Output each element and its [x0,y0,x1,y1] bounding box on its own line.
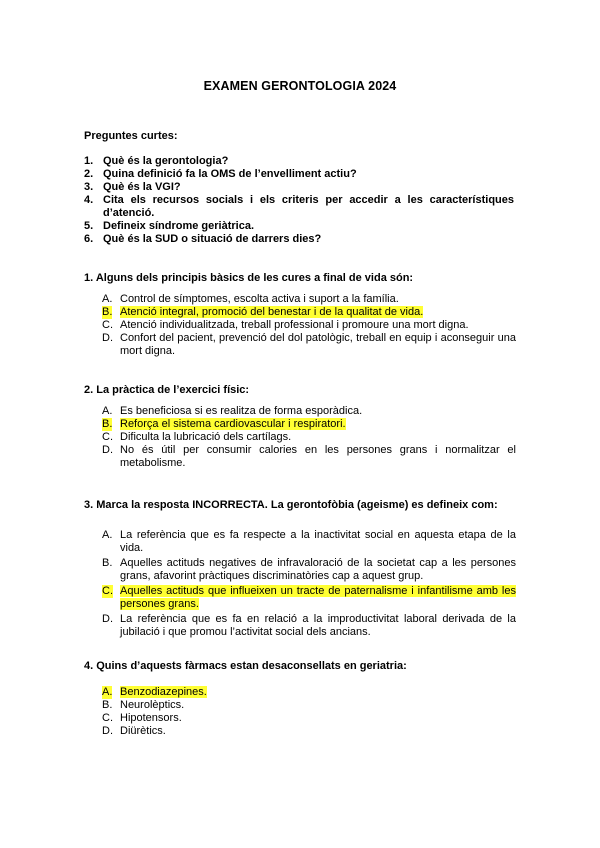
short-question-item: 6. Què és la SUD o situació de darrers dies? [84,233,322,245]
short-question-item: 3. Què és la VGI? [84,181,181,193]
option-d: D. Diürètics. [102,725,166,737]
option-d: D. La referència que es fa en relació a la improductivitat laboral derivada de la jubilació i que promou l’activitat social dels ancians. [102,613,516,638]
options-list [102,529,516,639]
question-4 [84,660,516,738]
option-c: C. Hipotensors. [102,712,182,724]
question-title: 4. Quins d’aquests fàrmacs estan desaconsellats en geriatria: [84,660,407,672]
options-list [102,405,516,470]
question-title: 2. La pràctica de l’exercici físic: [84,384,250,396]
option-c-highlighted: C. Aquelles actituds que influeixen un tracte de paternalisme i infantilisme amb les persones grans. [102,585,516,610]
short-questions-list [84,155,514,246]
option-a-highlighted: A. Benzodiazepines. [102,686,207,698]
question-2 [84,384,516,470]
option-a: A. Control de símptomes, escolta activa i suport a la família. [102,293,399,305]
question-3 [84,499,516,639]
option-a: A. La referència que es fa respecte a la inactivitat social en aquesta etapa de la vida. [102,529,516,554]
option-d: D. Confort del pacient, prevenció del dol patològic, treball en equip i aconseguir una mort digna. [102,332,516,357]
option-b-highlighted: B. Reforça el sistema cardiovascular i respiratori. [102,418,346,430]
short-question-item: 4. Cita els recursos socials i els criteris per accedir a les característiques d’atenció. [84,194,514,219]
short-questions-heading: Preguntes curtes: [84,130,178,142]
options-list [102,293,516,358]
question-title: 3. Marca la resposta INCORRECTA. La gerontofòbia (ageisme) es defineix com: [84,499,498,511]
question-1 [84,272,516,358]
option-b: B. Neurolèptics. [102,699,185,711]
option-d: D. No és útil per consumir calories en les persones grans i normalitzar el metabolisme. [102,444,516,469]
option-b-highlighted: B. Atenció integral, promoció del benestar i de la qualitat de vida. [102,306,424,318]
option-c: C. Atenció individualitzada, treball professional i promoure una mort digna. [102,319,469,331]
option-c: C. Dificulta la lubricació dels cartílags. [102,431,292,443]
question-title: 1. Alguns dels principis bàsics de les cures a final de vida són: [84,272,414,284]
short-question-item: 5. Defineix síndrome geriàtrica. [84,220,254,232]
short-question-item: 1. Què és la gerontologia? [84,155,229,167]
option-a: A. Es beneficiosa si es realitza de forma esporàdica. [102,405,363,417]
option-b: B. Aquelles actituds negatives de infravaloració de la societat cap a les persones grans, afavorint pràctiques discriminatòries cap a aquest grup. [102,557,516,582]
short-question-item: 2. Quina definició fa la OMS de l’envelliment actiu? [84,168,357,180]
options-list [102,686,516,738]
exam-title: EXAMEN GERONTOLOGIA 2024 [203,79,397,93]
